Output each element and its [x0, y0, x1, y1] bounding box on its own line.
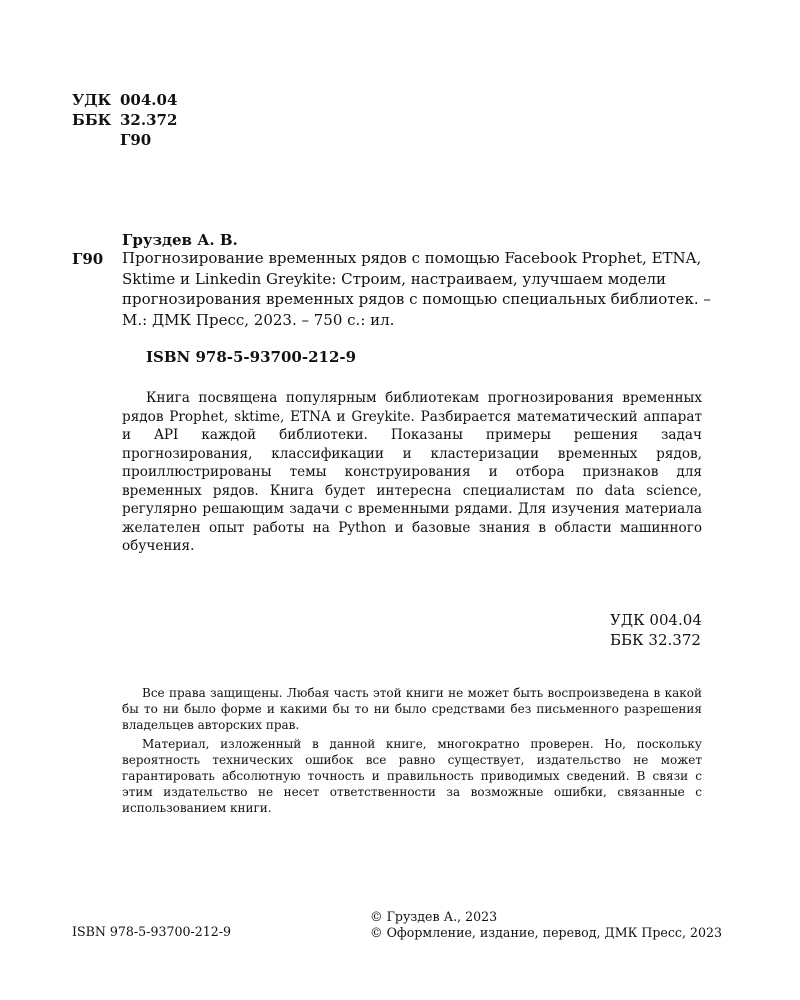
- footer-isbn: ISBN 978-5-93700-212-9: [72, 924, 232, 939]
- isbn-main: ISBN 978-5-93700-212-9: [146, 348, 357, 366]
- bbk-row: [72, 110, 177, 130]
- rights-paragraph-1: Все права защищены. Любая часть этой книги не может быть воспроизведена в какой бы то ни было форме и какими бы то ни было средствами без письменного разрешения владельцев авторских прав.: [122, 686, 702, 732]
- classification-block: [72, 90, 177, 150]
- udk-row: [72, 90, 177, 110]
- entry-author-mark: Г90: [72, 250, 104, 268]
- udk-value: 004.04: [120, 91, 178, 109]
- bbk-value: 32.372: [120, 111, 178, 129]
- author-name: Груздев А. В.: [122, 231, 238, 249]
- copyright-block: [370, 909, 722, 941]
- classification-right: [610, 610, 702, 650]
- bbk-label: ББК: [72, 111, 112, 129]
- copyright-publisher: © Оформление, издание, перевод, ДМК Пресс, 2023: [370, 925, 723, 940]
- udk-label: УДК: [72, 91, 112, 109]
- author-mark-row: [72, 130, 177, 150]
- author-mark: Г90: [120, 131, 152, 149]
- bbk-right: ББК 32.372: [610, 631, 701, 649]
- udk-right: УДК 004.04: [610, 611, 702, 629]
- rights-paragraph-2: Материал, изложенный в данной книге, многократно проверен. Но, поскольку вероятность технических ошибок все равно существует, издательство не может гарантировать абсолютную точность и правильность приводимых сведений. В связи с этим издательство не несет ответственности за возможные ошибки, связанные с использованием книги.: [122, 737, 702, 815]
- bibliographic-description: Прогнозирование временных рядов с помощью Facebook Prophet, ETNA, Sktime и Linkedin Greykite: Строим, настраиваем, улучшаем модели прогнозирования временных рядов с помощью специальных библиотек. – М.: ДМК Пресс, 2023. – 750 с.: ил.: [122, 249, 711, 329]
- rights-notice: [122, 686, 702, 820]
- copyright-author: © Груздев А., 2023: [370, 909, 498, 924]
- annotation-text: Книга посвящена популярным библиотекам прогнозирования временных рядов Prophet, sktime, ETNA и Greykite. Разбирается математический аппарат и API каждой библиотеки. Показаны примеры решения задач прогнозирования, классификации и кластеризации временных рядов, проиллюстрированы темы конструирования и отбора признаков для временных рядов. Книга будет интересна специалистам по data science, регулярно решающим задачи с временными рядами. Для изучения материала желателен опыт работы на Python и базовые знания в области машинного обучения.: [122, 390, 702, 554]
